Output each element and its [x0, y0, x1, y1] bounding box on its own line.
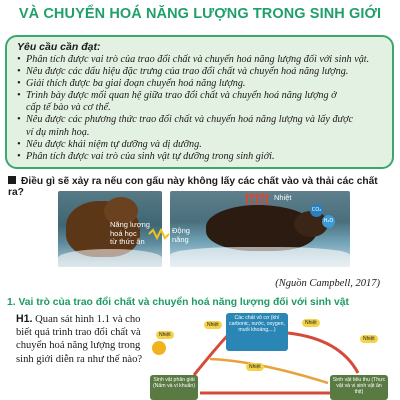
- chemical-energy-label: Năng lượng hoá học từ thức ăn: [110, 220, 150, 246]
- requirement-item: • Nêu được các dấu hiệu đặc trưng của trao đổi chất và chuyển hoá năng lượng.: [17, 66, 349, 78]
- heat-label: Nhiệt: [274, 193, 292, 202]
- requirement-item: • Phân tích được vai trò của trao đổi chất và chuyển hoá năng lượng đối với sinh vật.: [17, 54, 370, 65]
- top-line: [0, 0, 400, 4]
- figure-credit: (Nguồn Campbell, 2017): [275, 278, 380, 289]
- requirement-item: • Giải thích được ba giai đoạn chuyển hoá năng lượng.: [17, 78, 246, 90]
- requirement-item-continued: cấp tế bào và cơ thể.: [26, 102, 111, 114]
- requirement-item: • Phân tích được vai trò của sinh vật tự dưỡng trong sinh giới.: [17, 150, 275, 162]
- heat-badge: Nhiệt: [204, 321, 222, 329]
- square-bullet-icon: [8, 176, 16, 184]
- h2o-molecule-icon: H₂O: [322, 215, 335, 228]
- section-heading: 1. Vai trò của trao đổi chất và chuyển hoá năng lượng đối với sinh vật: [7, 297, 349, 308]
- requirements-list: [17, 54, 383, 163]
- heat-arrows-icon: [244, 193, 272, 205]
- consumers-box: Sinh vật tiêu thụ (Thực vật và vi sinh vật ăn thịt): [330, 375, 388, 400]
- sun-icon: [152, 341, 166, 355]
- cycle-diagram: [150, 313, 400, 400]
- h1-question: H1. Quan sát hình 1.1 và cho biết quá trình trao đổi chất và chuyển hoá năng lượng trong sinh giới diễn ra như thế nào?: [16, 313, 143, 365]
- water-splash-right: [170, 247, 350, 267]
- inorganic-substances-box: Các chất vô cơ (khí carbonic, nước, oxygen, muối khoáng,...): [226, 313, 288, 351]
- energy-arrow-icon: [148, 228, 170, 240]
- co2-molecule-icon: CO₂: [310, 204, 323, 217]
- requirements-box: [5, 35, 394, 169]
- bear-photo-left: [58, 191, 162, 267]
- requirement-item: • Nêu được khái niệm tự dưỡng và dị dưỡng.: [17, 138, 202, 150]
- bear-photo-right: [170, 191, 350, 267]
- question-prompt: Điều gì sẽ xảy ra nếu con gấu này không lấy các chất vào và thải các chất ra?: [8, 176, 378, 198]
- requirement-item-continued: ví dụ minh hoạ.: [26, 126, 90, 138]
- kinetic-energy-label: Động năng: [172, 226, 190, 244]
- water-splash-left: [58, 249, 162, 267]
- heat-badge: Nhiệt: [360, 335, 378, 343]
- requirements-heading: Yêu cầu cần đạt:: [17, 41, 101, 53]
- heat-badge: Nhiệt: [156, 331, 174, 339]
- requirement-item: • Trình bày được mối quan hệ giữa trao đổi chất và chuyển hoá năng lượng ở: [17, 90, 337, 102]
- page-title: VÀ CHUYỂN HOÁ NĂNG LƯỢNG TRONG SINH GIỚI: [18, 6, 382, 22]
- requirement-item: • Nêu được các phương thức trao đổi chất và chuyển hoá năng lượng và lấy được: [17, 114, 354, 126]
- heat-badge: Nhiệt: [246, 363, 264, 371]
- decomposers-box: Sinh vật phân giải (Nấm và vi khuẩn): [150, 375, 198, 400]
- heat-badge: Nhiệt: [302, 319, 320, 327]
